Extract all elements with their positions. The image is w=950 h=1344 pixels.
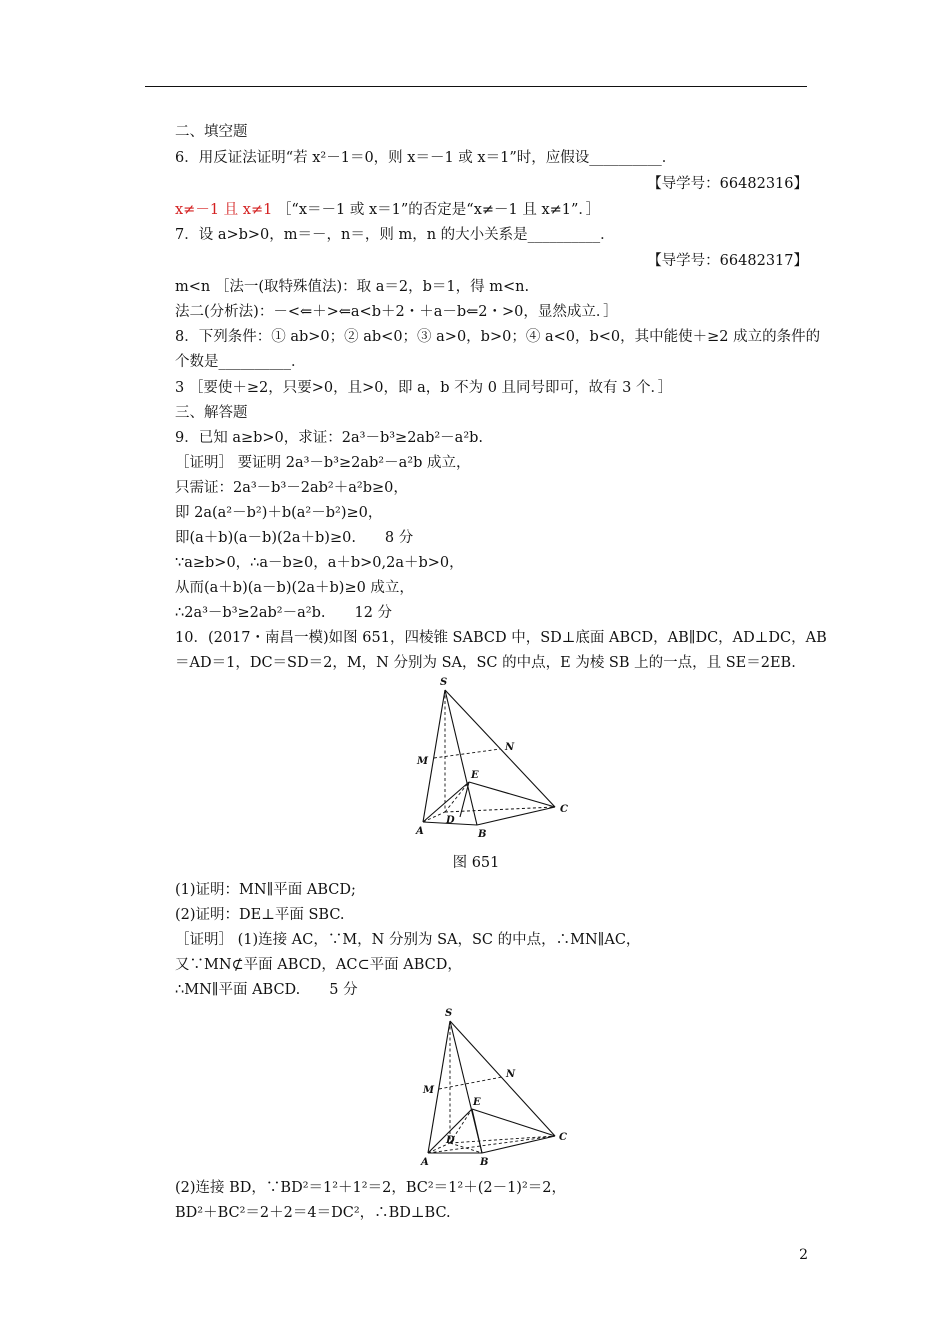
q10-line-2: ＝AD＝1，DC＝SD＝2，M，N 分别为 SA，SC 的中点，E 为棱 SB 上的一点，且 SE＝2EB. xyxy=(175,655,796,671)
q9-proof-4: 即(a＋b)(a－b)(2a＋b)≥0. 8 分 xyxy=(175,530,414,546)
label-m: M xyxy=(417,756,429,767)
q10-proof-3: ∴MN∥平面 ABCD. 5 分 xyxy=(175,982,358,998)
q9-proof-6: 从而(a＋b)(a－b)(2a＋b)≥0 成立， xyxy=(175,580,414,596)
label-c-2: C xyxy=(559,1132,567,1143)
label-a: A xyxy=(416,826,424,837)
q10-part-1: (1)证明：MN∥平面 ABCD; xyxy=(175,882,356,898)
label-a-2: A xyxy=(421,1157,429,1168)
label-s: S xyxy=(440,677,448,688)
q6-answer-highlight: x≠－1 且 x≠1 xyxy=(175,202,273,218)
label-s-2: S xyxy=(445,1008,453,1019)
q7-answer-2: 法二(分析法)：－<⇐＋>⇐a<b＋2・＋a－b⇐2・>0，显然成立．］ xyxy=(175,304,618,320)
q9-proof-1: ［证明］ 要证明 2a³－b³≥2ab²－a²b 成立， xyxy=(175,455,471,471)
q10-proof-5: BD²＋BC²＝2＋2＝4＝DC²，∴BD⊥BC. xyxy=(175,1205,451,1221)
page-number: 2 xyxy=(799,1247,808,1263)
label-e-2: E xyxy=(473,1097,481,1108)
q7-answer-1: m<n ［法一(取特殊值法)：取 a＝2，b＝1，得 m<n. xyxy=(175,279,530,295)
label-d-2: D xyxy=(446,1135,455,1146)
q7-code: 【导学号：66482317】 xyxy=(647,253,808,269)
q10-proof-1: ［证明］ (1)连接 AC，∵M，N 分别为 SA，SC 的中点，∴MN∥AC， xyxy=(175,932,641,948)
q8-line-2: 个数是__________． xyxy=(175,354,306,370)
label-e: E xyxy=(471,770,479,781)
q6-code: 【导学号：66482316】 xyxy=(647,176,808,192)
pyramid-figure-2 xyxy=(410,1003,585,1173)
q8-line-1: 8．下列条件：① ab>0；② ab<0；③ a>0，b>0；④ a<0，b<0，其中能使＋≥2 成立的条件的 xyxy=(175,329,821,345)
section-title-solve: 三、解答题 xyxy=(175,405,248,421)
figure-caption: 图 651 xyxy=(452,855,500,871)
q6-answer-explanation: ［“x＝－1 或 x＝1”的否定是“x≠－1 且 x≠1”．］ xyxy=(276,202,601,218)
label-d: D xyxy=(446,815,455,826)
q9-proof-7: ∴2a³－b³≥2ab²－a²b. 12 分 xyxy=(175,605,393,621)
label-n: N xyxy=(505,742,515,753)
q9-text: 9．已知 a≥b>0，求证：2a³－b³≥2ab²－a²b. xyxy=(175,430,484,446)
label-m-2: M xyxy=(423,1085,435,1096)
label-b: B xyxy=(478,829,487,840)
q8-answer: 3 ［要使＋≥2，只要>0，且>0，即 a，b 不为 0 且同号即可，故有 3 个．］ xyxy=(175,380,673,396)
label-c: C xyxy=(560,804,568,815)
q6-answer xyxy=(175,200,810,220)
q10-proof-4: (2)连接 BD，∵BD²＝1²＋1²＝2，BC²＝1²＋(2－1)²＝2， xyxy=(175,1180,566,1196)
label-n-2: N xyxy=(506,1069,516,1080)
pyramid-figure-1 xyxy=(405,672,580,847)
header-rule xyxy=(145,86,807,87)
q7-text: 7．设 a>b>0，m＝－，n＝，则 m，n 的大小关系是__________． xyxy=(175,227,615,243)
q6-text: 6．用反证法证明“若 x²－1＝0，则 x＝－1 或 x＝1”时，应假设__________． xyxy=(175,150,677,166)
q9-proof-5: ∵a≥b>0，∴a－b≥0，a＋b>0,2a＋b>0， xyxy=(175,555,464,571)
section-title-fill: 二、填空题 xyxy=(175,124,248,140)
label-b-2: B xyxy=(480,1157,489,1168)
q10-line-1: 10．(2017・南昌一模)如图 651，四棱锥 SABCD 中，SD⊥底面 ABCD，AB∥DC，AD⊥DC，AB xyxy=(175,630,827,646)
q10-part-2: (2)证明：DE⊥平面 SBC. xyxy=(175,907,345,923)
q9-proof-2: 只需证：2a³－b³－2ab²＋a²b≥0， xyxy=(175,480,408,496)
q10-proof-2: 又∵MN⊄平面 ABCD，AC⊂平面 ABCD， xyxy=(175,957,462,973)
q9-proof-3: 即 2a(a²－b²)＋b(a²－b²)≥0， xyxy=(175,505,383,521)
